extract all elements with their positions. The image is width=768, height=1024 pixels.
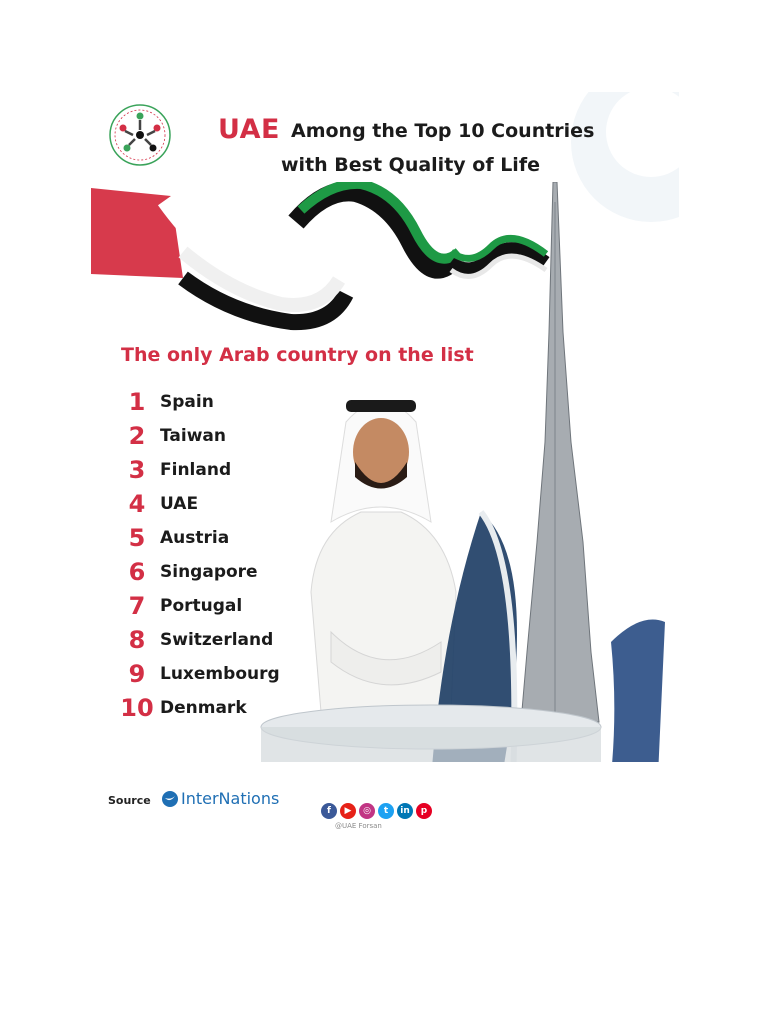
ranking-item (115, 555, 258, 589)
country-name: Spain (160, 392, 214, 412)
title-line-2: with Best Quality of Life (281, 154, 540, 176)
internations-bird-icon (161, 790, 179, 808)
country-name: Finland (160, 460, 232, 480)
rank-number: 7 (128, 592, 146, 620)
ranking-item (115, 623, 273, 657)
rank-number: 9 (128, 660, 146, 688)
ranking-item (115, 419, 226, 453)
social-handle: @UAE Forsan (335, 822, 382, 830)
title-line-1: Among the Top 10 Countries (291, 120, 595, 142)
ranking-item (115, 691, 247, 725)
facebook-icon[interactable]: f (321, 803, 337, 819)
country-name: Switzerland (160, 630, 274, 650)
rank-number: 1 (128, 388, 146, 416)
rank-number: 3 (128, 456, 146, 484)
youtube-icon[interactable]: ▶ (340, 803, 356, 819)
rank-number: 5 (128, 524, 146, 552)
pinterest-icon[interactable]: p (416, 803, 432, 819)
ranking-item (115, 521, 229, 555)
ranking-item (115, 453, 231, 487)
ranking-item (115, 487, 198, 521)
dubai-skyline (251, 182, 679, 762)
source-label: Source (108, 794, 151, 807)
poster (91, 92, 679, 844)
ranking-item (115, 589, 242, 623)
ranking-item (115, 385, 214, 419)
country-name: Taiwan (160, 426, 226, 446)
country-name: Portugal (160, 596, 243, 616)
country-name: UAE (160, 494, 199, 514)
rank-number: 6 (128, 558, 146, 586)
country-name: Austria (160, 528, 230, 548)
organization-logo (107, 102, 173, 168)
subtitle: The only Arab country on the list (121, 344, 474, 366)
linkedin-icon[interactable]: in (397, 803, 413, 819)
rank-number: 10 (120, 694, 154, 722)
rank-number: 4 (128, 490, 146, 518)
instagram-icon[interactable]: ◎ (359, 803, 375, 819)
rank-number: 2 (128, 422, 146, 450)
country-name: Singapore (160, 562, 258, 582)
title-accent: UAE (218, 114, 280, 145)
source-organization: InterNations (181, 789, 280, 808)
rank-number: 8 (128, 626, 146, 654)
twitter-icon[interactable]: t (378, 803, 394, 819)
country-name: Luxembourg (160, 664, 280, 684)
country-name: Denmark (160, 698, 247, 718)
